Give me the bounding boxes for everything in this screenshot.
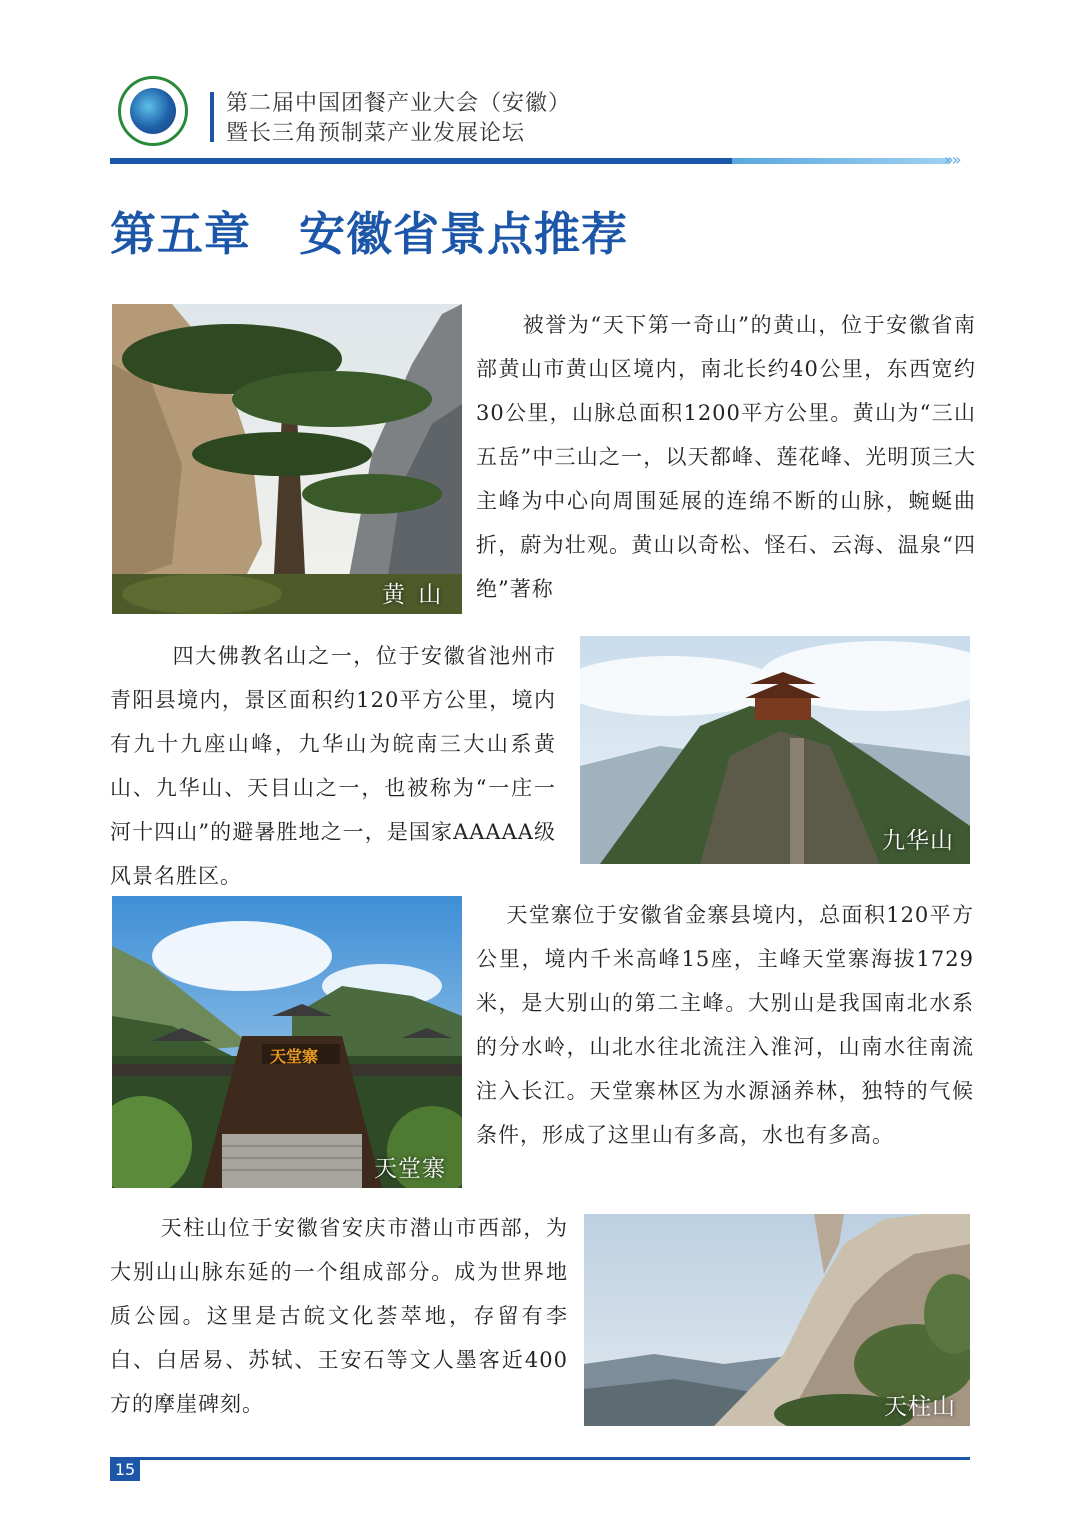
huangshan-photo (112, 304, 462, 614)
tiantangzhai-text: 天堂寨位于安徽省金寨县境内，总面积120平方公里，境内千米高峰15座，主峰天堂寨海拔1729米，是大别山的第二主峰。大别山是我国南北水系的分水岭，山北水往北流注入淮河，山南水往南流注入长江。天堂寨林区为水源涵养林，独特的气候条件，形成了这里山有多高，水也有多高。 (476, 903, 974, 1147)
header-rule-light (732, 158, 950, 164)
jiuhuashan-paragraph (110, 634, 556, 898)
double-chevron-icon: »» (944, 150, 960, 169)
tiantangzhai-caption: 天堂寨 (374, 1156, 446, 1182)
header-title-line2: 暨长三角预制菜产业发展论坛 (226, 121, 526, 146)
tiantangzhai-paragraph (476, 893, 974, 1157)
tiantangzhai-photo (112, 896, 462, 1188)
footer-rule (110, 1457, 970, 1460)
tianzhushan-text: 天柱山位于安徽省安庆市潜山市西部，为大别山山脉东延的一个组成部分。成为世界地质公园。这里是古皖文化荟萃地，存留有李白、白居易、苏轼、王安石等文人墨客近400方的摩崖碑刻。 (110, 1216, 568, 1416)
header-title-line1: 第二届中国团餐产业大会（安徽） (226, 91, 572, 116)
header-divider (210, 92, 214, 142)
huangshan-caption: 黄 山 (382, 582, 445, 608)
tianzhushan-paragraph (110, 1206, 568, 1426)
jiuhuashan-photo (580, 636, 970, 864)
jiuhuashan-text: 四大佛教名山之一，位于安徽省池州市青阳县境内，景区面积约120平方公里，境内有九十九座山峰，九华山为皖南三大山系黄山、九华山、天目山之一，也被称为“一庄一河十四山”的避暑胜地之一，是国家AAAAA级风景名胜区。 (110, 644, 556, 888)
tianzhushan-caption: 天柱山 (884, 1394, 956, 1420)
tiantangzhai-sign: 天堂寨 (270, 1047, 319, 1066)
jiuhuashan-caption: 九华山 (882, 828, 954, 854)
page-number: 15 (110, 1459, 140, 1481)
chapter-heading (110, 198, 628, 264)
chapter-title: 安徽省景点推荐 (299, 207, 628, 261)
chapter-number: 第五章 (110, 207, 251, 261)
header-rule (110, 158, 732, 164)
logo-emblem-icon (130, 88, 176, 134)
huangshan-text: 被誉为“天下第一奇山”的黄山，位于安徽省南部黄山市黄山区境内，南北长约40公里，东西宽约30公里，山脉总面积1200平方公里。黄山为“三山五岳”中三山之一，以天都峰、莲花峰、光明顶三大主峰为中心向周围延展的连绵不断的山脉，蜿蜒曲折，蔚为壮观。黄山以奇松、怪石、云海、温泉“四绝”著称 (476, 313, 976, 601)
conference-logo (118, 76, 188, 146)
tianzhushan-photo (584, 1214, 970, 1426)
huangshan-paragraph (476, 303, 976, 611)
